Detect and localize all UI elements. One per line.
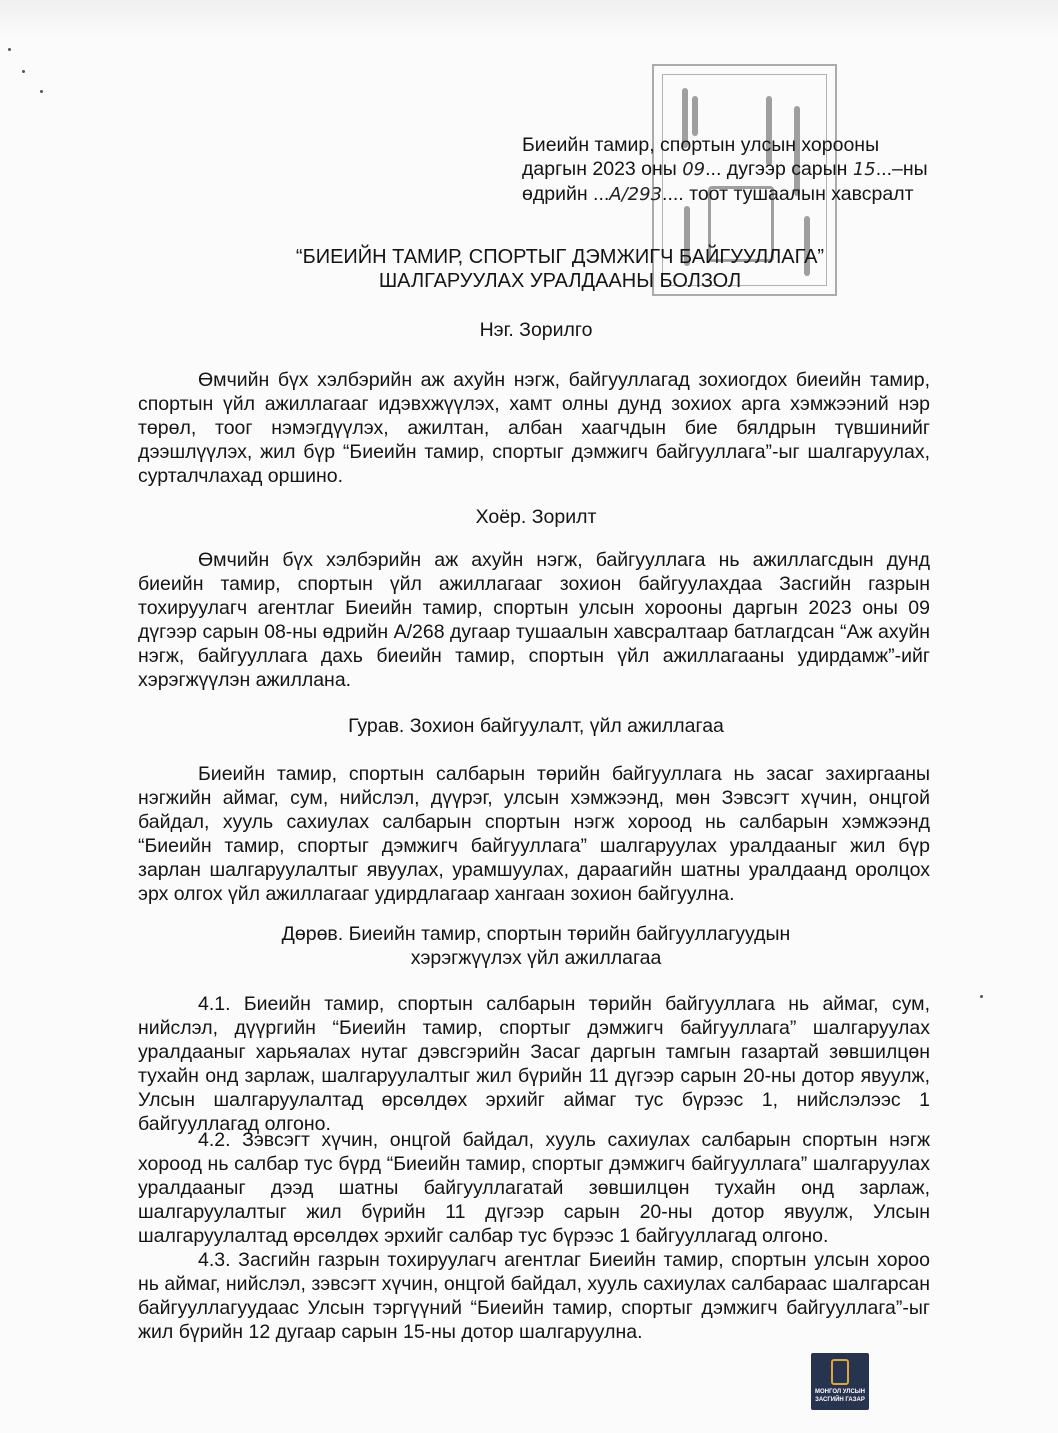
title-line-1: “БИЕИЙН ТАМИР, СПОРТЫГ ДЭМЖИГЧ БАЙГУУЛЛАГА” — [295, 246, 825, 268]
scan-speck — [980, 995, 983, 998]
section-text-1: Өмчийн бүх хэлбэрийн аж ахуйн нэгж, байгууллагад зохиогдох биеийн тамир, спортын үйл ажиллагааг идэвхжүүлэх, хамт олны дунд зохиох арга хэмжээний нэр төрөл, тоог нэмэгдүүлэх, ажилтан, албан хаагчдын бие бялдрын түвшинийг дээшлүүлэх, жил бүр “Биеийн тамир, спортыг дэмжигч байгууллага”-ыг шалгаруулах, сурталчлахад оршино. — [138, 369, 930, 487]
scan-edge — [0, 0, 1058, 40]
clause-4-3: 4.3. Засгийн газрын тохируулагч агентлаг Биеийн тамир, спортын улсын хороо нь аймаг, нийслэл, зэвсэгт хүчин, онцгой байдал, хууль сахиулах салбараас шалгарсан байгууллагуудаас Улсын тэргүүний “Биеийн тамир, спортыг дэмжигч байгууллага”-ыг жил бүрийн 12 дугаар сарын 15-ны дотор шалгаруулна. — [138, 1249, 930, 1343]
document-title — [200, 245, 920, 293]
section-heading-4-line-2: хэрэгжүүлэх үйл ажиллагаа — [410, 947, 662, 969]
section-text-2: Өмчийн бүх хэлбэрийн аж ахуйн нэгж, байгууллага нь ажиллагсдын дунд биеийн тамир, спортын үйл ажиллагааг зохион байгуулахдаа Засгийн газрын тохируулагч агентлаг Биеийн тамир, спортын улсын хорооны даргын 2023 оны 09 дүгээр сарын 08-ны өдрийн А/268 дугаар тушаалын хавсралтаар батлагдсан “Аж ахуйн нэгж, байгууллага дахь биеийн тамир, спортын үйл ажиллагааны удирдамж”-ийг хэрэгжүүлэн ажиллана. — [138, 549, 930, 691]
section-heading-4-line-1: Дөрөв. Биеийн тамир, спортын төрийн байгууллагуудын — [281, 923, 791, 945]
handwritten-month: 09 — [682, 159, 706, 180]
annex-line-3: өдрийн ...А/293.... тоот тушаалын хавсралт — [522, 183, 914, 205]
title-line-2: ШАЛГАРУУЛАХ УРАЛДААНЫ БОЛЗОЛ — [378, 270, 742, 292]
clause-4-2: 4.2. Зэвсэгт хүчин, онцгой байдал, хууль сахиулах салбарын спортын нэгж хороод нь салбар тус бүрд “Биеийн тамир, спортыг дэмжигч байгууллага” шалгаруулах уралдааныг дээд шатны байгууллагатай зөвшилцөн тухайн онд зарлаж, шалгаруулалтыг жил бүрийн 11 дүгээр сарын 20-ны дотор явуулж, Улсын шалгаруулалтад өрсөлдөх эрхийг салбар тус бүрээс 1 байгууллагад олгоно. — [138, 1129, 930, 1247]
logo-caption: МОНГОЛ УЛСЫН ЗАСГИЙН ГАЗАР — [815, 1389, 865, 1403]
handwritten-day: 15 — [852, 159, 876, 180]
scan-speck — [40, 90, 43, 93]
section-heading-3: Гурав. Зохион байгуулалт, үйл ажиллагаа — [348, 715, 724, 737]
stamp-script-stroke — [692, 96, 698, 136]
government-logo — [811, 1353, 869, 1410]
scan-speck — [22, 70, 25, 73]
annex-note — [522, 133, 942, 207]
annex-line-1: Биеийн тамир, спортын улсын хорооны — [522, 134, 880, 156]
section-text-3: Биеийн тамир, спортын салбарын төрийн байгууллага нь засаг захиргааны нэгжийн аймаг, сум, нийслэл, дүүрэг, улсын хэмжээнд, мөн Зэвсэгт хүчин, онцгой байдал, хууль сахиулах салбарын спортын нэгж хороод нь салбарын хэмжээнд “Биеийн тамир, спортыг дэмжигч байгууллага” шалгаруулах уралдааныг жил бүр зарлан шалгаруулалтыг явуулах, урамшуулах, дараагийн шатны уралдаанд оролцох эрх олгох үйл ажиллагааг удирдлагаар хангаан зохион байгуулна. — [138, 763, 930, 905]
scan-speck — [8, 48, 11, 51]
clause-4-1: 4.1. Биеийн тамир, спортын салбарын төрийн байгууллага нь аймаг, сум, нийслэл, дүүргийн “Биеийн тамир, спортыг дэмжигч байгууллага” шалгаруулах уралдааныг харьяалах нутаг дэвсгэрийн Засаг даргын тамгын газартай зөвшилцөн тухайн онд зарлаж, шалгаруулалтыг жил бүрийн 11 дүгээр сарын 20-ны дотор явуулж, Улсын шалгаруулалтад өрсөлдөх эрхийг аймаг тус бүрээс 1, нийслэлээс 1 байгууллагад олгоно. — [138, 993, 930, 1135]
soyombo-emblem-icon — [831, 1359, 849, 1385]
section-heading-2: Хоёр. Зорилт — [475, 506, 597, 528]
section-heading-1: Нэг. Зорилго — [479, 319, 593, 341]
handwritten-order-number: А/293 — [609, 184, 663, 205]
section-heading-4 — [140, 922, 932, 970]
annex-line-2: даргын 2023 оны 09... дугээр сарын 15...–ны — [522, 158, 928, 180]
